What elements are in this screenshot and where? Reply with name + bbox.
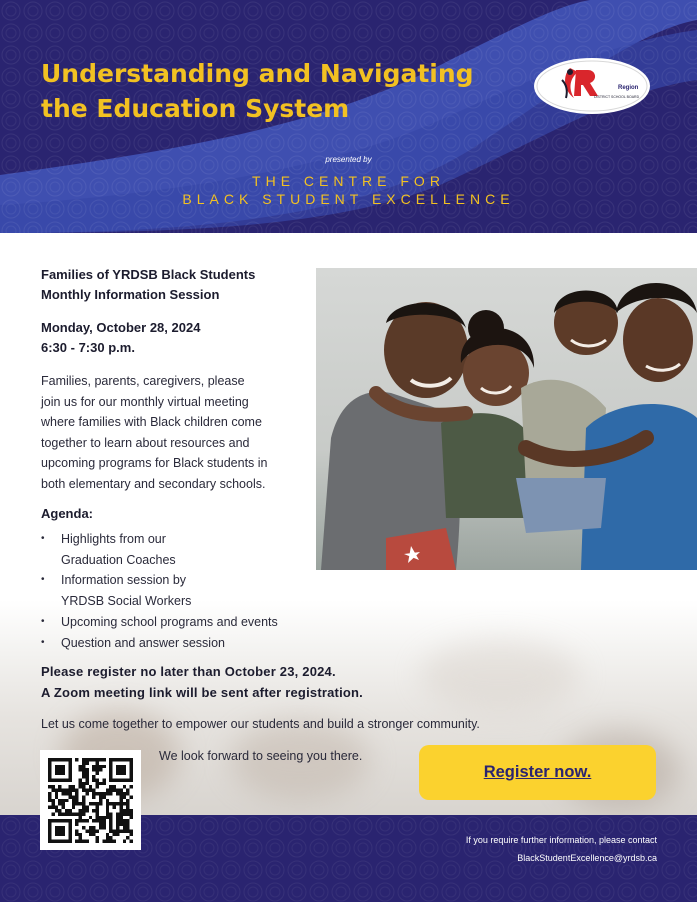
session-datetime: [41, 318, 200, 358]
agenda-item: [41, 529, 331, 570]
presented-by-text: presented by: [325, 155, 372, 164]
agenda-item-line: YRDSB Social Workers: [61, 594, 192, 609]
header-banner: [0, 0, 697, 233]
closing-message: We look forward to seeing you there.: [159, 749, 363, 763]
session-heading: [41, 265, 255, 305]
zoom-link-note: A Zoom meeting link will be sent after registration.: [41, 685, 363, 700]
title-line-1: Understanding and Navigating: [41, 59, 474, 88]
agenda-item: [41, 633, 331, 654]
paragraph-line: together to learn about resources and: [41, 435, 250, 450]
invitation-paragraph: [41, 371, 311, 494]
paragraph-line: upcoming programs for Black students in: [41, 456, 268, 470]
agenda-item-line: • Information session by: [61, 573, 187, 588]
session-date: Monday, October 28, 2024: [41, 320, 201, 335]
register-now-label[interactable]: Register now.: [483, 763, 592, 781]
agenda-heading: Agenda:: [41, 506, 93, 521]
registration-qr-code[interactable]: [40, 750, 141, 850]
family-photo: [316, 268, 697, 570]
session-time: 6:30 - 7:30 p.m.: [41, 340, 135, 355]
register-now-button[interactable]: [419, 745, 656, 800]
title-line-2: the Education System: [41, 94, 350, 123]
agenda-item-line: • Upcoming school programs and events: [61, 614, 278, 629]
qr-code-icon: [48, 758, 133, 843]
logo-text: Region: [618, 85, 639, 91]
paragraph-line: both elementary and secondary schools.: [41, 476, 266, 491]
page-title: [41, 56, 521, 126]
paragraph-line: Families, parents, caregivers, please: [41, 374, 245, 388]
centre-name-line-1: THE CENTRE FOR: [252, 173, 445, 189]
agenda-item-line: • Highlights from our: [61, 532, 166, 546]
agenda-item-line: Graduation Coaches: [61, 552, 176, 567]
logo-subtext: DISTRICT SCHOOL BOARD: [594, 95, 640, 99]
contact-email[interactable]: BlackStudentExcellence@yrdsb.ca: [517, 853, 657, 863]
registration-deadline: Please register no later than October 23, 2024.: [41, 664, 336, 679]
presented-by: [0, 155, 697, 164]
yrdsb-logo: [532, 56, 652, 116]
session-heading-line-1: Families of YRDSB Black Students: [41, 267, 256, 282]
agenda-item-line: • Question and answer session: [61, 635, 225, 650]
paragraph-line: where families with Black children come: [41, 415, 262, 429]
session-heading-line-2: Monthly Information Session: [41, 287, 220, 302]
centre-name-line-2: BLACK STUDENT EXCELLENCE: [182, 191, 515, 207]
paragraph-line: join us for our monthly virtual meeting: [41, 394, 249, 409]
contact-info-text: If you require further information, please contact: [465, 835, 657, 845]
agenda-item: [41, 612, 331, 633]
agenda-item: [41, 570, 331, 611]
community-message: Let us come together to empower our students and build a stronger community.: [41, 717, 480, 731]
agenda-list: [41, 529, 331, 653]
